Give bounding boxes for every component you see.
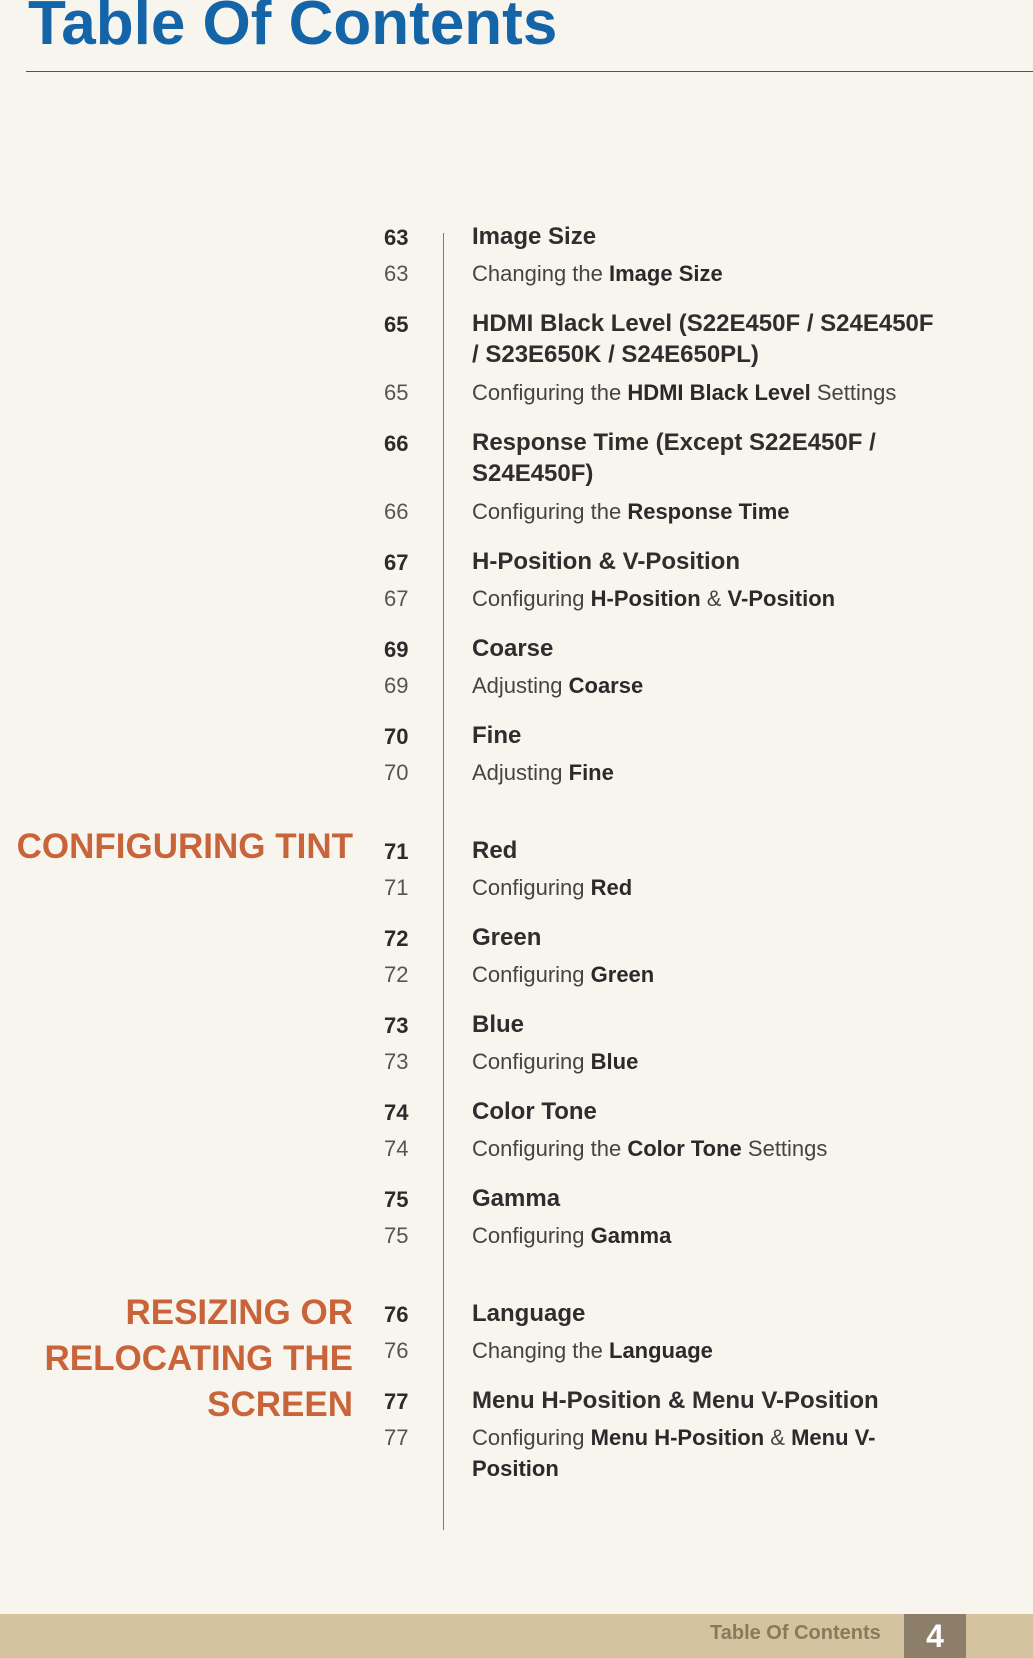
toc-subheading-line xyxy=(472,670,952,701)
toc-subheading-line xyxy=(472,1133,952,1164)
toc-subheading-line xyxy=(472,1220,952,1251)
title-rule xyxy=(26,71,1033,72)
toc-heading[interactable]: Red xyxy=(472,837,518,864)
toc-subheading-keyword: Fine xyxy=(568,760,614,785)
toc-page-number[interactable]: 69 xyxy=(384,637,409,662)
toc-page-number[interactable]: 75 xyxy=(384,1187,409,1212)
toc-heading[interactable]: Image Size xyxy=(472,223,597,250)
toc-subheading-keyword: V-Position xyxy=(727,586,836,611)
toc-subheading[interactable] xyxy=(472,757,952,788)
toc-heading[interactable]: H-Position & V-Position xyxy=(472,548,740,575)
toc-subheading-text: Configuring xyxy=(472,875,591,900)
footer-bar xyxy=(0,1614,1033,1658)
toc-subheading-text: Settings xyxy=(741,1136,828,1161)
toc-subheading-text: & xyxy=(700,586,728,611)
toc-subheading[interactable] xyxy=(472,1133,952,1164)
toc-subpage-number[interactable]: 74 xyxy=(384,1136,409,1161)
toc-subheading[interactable] xyxy=(472,1422,952,1484)
section-heading-line: RELOCATING THE xyxy=(44,1339,353,1378)
toc-subheading-line xyxy=(472,959,952,990)
toc-page-number[interactable]: 77 xyxy=(384,1389,409,1414)
toc-subheading-line xyxy=(472,872,952,903)
toc-subpage-number[interactable]: 66 xyxy=(384,499,409,524)
toc-subheading-keyword: Color Tone xyxy=(627,1136,742,1161)
toc-subheading-text: Configuring the xyxy=(472,380,628,405)
toc-heading[interactable] xyxy=(472,427,952,489)
toc-subpage-number[interactable]: 76 xyxy=(384,1338,409,1363)
toc-subheading[interactable] xyxy=(472,258,952,289)
toc-subheading-line xyxy=(472,1422,952,1453)
toc-heading[interactable]: Fine xyxy=(472,722,522,749)
toc-heading-line: Response Time (Except S22E450F / xyxy=(472,429,876,456)
toc-subheading-keyword: Image Size xyxy=(609,261,723,286)
toc-subheading-line xyxy=(472,1453,952,1484)
toc-subheading-text: Adjusting xyxy=(472,760,569,785)
toc-subpage-number[interactable]: 70 xyxy=(384,760,409,785)
toc-subheading[interactable] xyxy=(472,872,952,903)
toc-subheading[interactable] xyxy=(472,1046,952,1077)
toc-subheading-keyword: Language xyxy=(609,1338,713,1363)
toc-heading-line: / S23E650K / S24E650PL) xyxy=(472,341,759,368)
toc-subheading[interactable] xyxy=(472,959,952,990)
toc-subpage-number[interactable]: 72 xyxy=(384,962,409,987)
toc-subheading-text: Configuring xyxy=(472,962,591,987)
toc-page-number[interactable]: 76 xyxy=(384,1302,409,1327)
toc-subheading-text: Configuring the xyxy=(472,499,628,524)
toc-subheading-keyword: Menu V- xyxy=(791,1425,876,1450)
section-heading-configuring-tint[interactable]: CONFIGURING TINT xyxy=(16,827,353,866)
toc-divider-line xyxy=(443,233,444,1530)
toc-subheading[interactable] xyxy=(472,377,952,408)
toc-heading[interactable]: Green xyxy=(472,924,542,951)
toc-subheading-line xyxy=(472,377,952,408)
toc-subheading-line xyxy=(472,258,952,289)
toc-subheading-text: Configuring xyxy=(472,1049,591,1074)
toc-subpage-number[interactable]: 63 xyxy=(384,261,409,286)
toc-subpage-number[interactable]: 77 xyxy=(384,1425,409,1450)
toc-subheading-keyword: Response Time xyxy=(627,499,790,524)
toc-subheading[interactable] xyxy=(472,1220,952,1251)
section-heading-line: RESIZING OR xyxy=(125,1293,353,1332)
section-heading-resizing[interactable] xyxy=(44,1290,353,1428)
toc-heading-line: S24E450F) xyxy=(472,460,594,487)
toc-subheading-text: Configuring the xyxy=(472,1136,628,1161)
toc-heading[interactable] xyxy=(472,308,952,370)
toc-page-number[interactable]: 72 xyxy=(384,926,409,951)
toc-subheading-keyword: HDMI Black Level xyxy=(627,380,811,405)
toc-subpage-number[interactable]: 75 xyxy=(384,1223,409,1248)
toc-page-number[interactable]: 73 xyxy=(384,1013,409,1038)
toc-subpage-number[interactable]: 69 xyxy=(384,673,409,698)
toc-subheading-line xyxy=(472,1046,952,1077)
toc-subheading-keyword: Coarse xyxy=(568,673,644,698)
toc-page-number[interactable]: 67 xyxy=(384,550,409,575)
toc-subheading-text: Configuring xyxy=(472,586,591,611)
toc-subheading-keyword: Menu H-Position xyxy=(590,1425,765,1450)
toc-subheading-keyword: Gamma xyxy=(590,1223,672,1248)
page-number-badge: 4 xyxy=(904,1614,966,1658)
section-heading-line: SCREEN xyxy=(207,1385,353,1424)
toc-subheading[interactable] xyxy=(472,496,952,527)
toc-subheading-keyword: Green xyxy=(590,962,655,987)
toc-heading[interactable]: Gamma xyxy=(472,1185,561,1212)
toc-subpage-number[interactable]: 71 xyxy=(384,875,409,900)
toc-heading[interactable]: Language xyxy=(472,1300,586,1327)
toc-subheading-keyword: Red xyxy=(590,875,633,900)
toc-subheading-line xyxy=(472,1335,952,1366)
toc-subheading-text: Settings xyxy=(810,380,897,405)
toc-page-number[interactable]: 66 xyxy=(384,431,409,456)
toc-heading[interactable]: Blue xyxy=(472,1011,525,1038)
page-title: Table Of Contents xyxy=(28,0,558,58)
toc-subheading-text: Changing the xyxy=(472,261,609,286)
toc-heading[interactable]: Menu H-Position & Menu V-Position xyxy=(472,1387,879,1414)
toc-subpage-number[interactable]: 73 xyxy=(384,1049,409,1074)
toc-subheading-text: Adjusting xyxy=(472,673,569,698)
toc-subpage-number[interactable]: 65 xyxy=(384,380,409,405)
toc-subheading-keyword: H-Position xyxy=(590,586,701,611)
toc-subheading-text: Configuring xyxy=(472,1425,591,1450)
toc-subpage-number[interactable]: 67 xyxy=(384,586,409,611)
toc-page-number[interactable]: 71 xyxy=(384,839,409,864)
toc-subheading[interactable] xyxy=(472,583,952,614)
toc-page-number[interactable]: 70 xyxy=(384,724,409,749)
toc-subheading-keyword: Blue xyxy=(590,1049,639,1074)
toc-heading-line: HDMI Black Level (S22E450F / S24E450F xyxy=(472,310,934,337)
toc-subheading-line xyxy=(472,757,952,788)
toc-subheading-keyword: Position xyxy=(472,1456,559,1481)
toc-subheading[interactable] xyxy=(472,670,952,701)
toc-subheading-text: Configuring xyxy=(472,1223,591,1248)
toc-page-number[interactable]: 65 xyxy=(384,312,409,337)
toc-subheading[interactable] xyxy=(472,1335,952,1366)
toc-page-number[interactable]: 63 xyxy=(384,225,409,250)
footer-label: Table Of Contents xyxy=(710,1622,881,1644)
toc-heading[interactable]: Coarse xyxy=(472,635,554,662)
toc-page-number[interactable]: 74 xyxy=(384,1100,409,1125)
toc-subheading-line xyxy=(472,583,952,614)
toc-heading[interactable]: Color Tone xyxy=(472,1098,597,1125)
toc-subheading-line xyxy=(472,496,952,527)
toc-subheading-text: & xyxy=(764,1425,792,1450)
toc-subheading-text: Changing the xyxy=(472,1338,609,1363)
